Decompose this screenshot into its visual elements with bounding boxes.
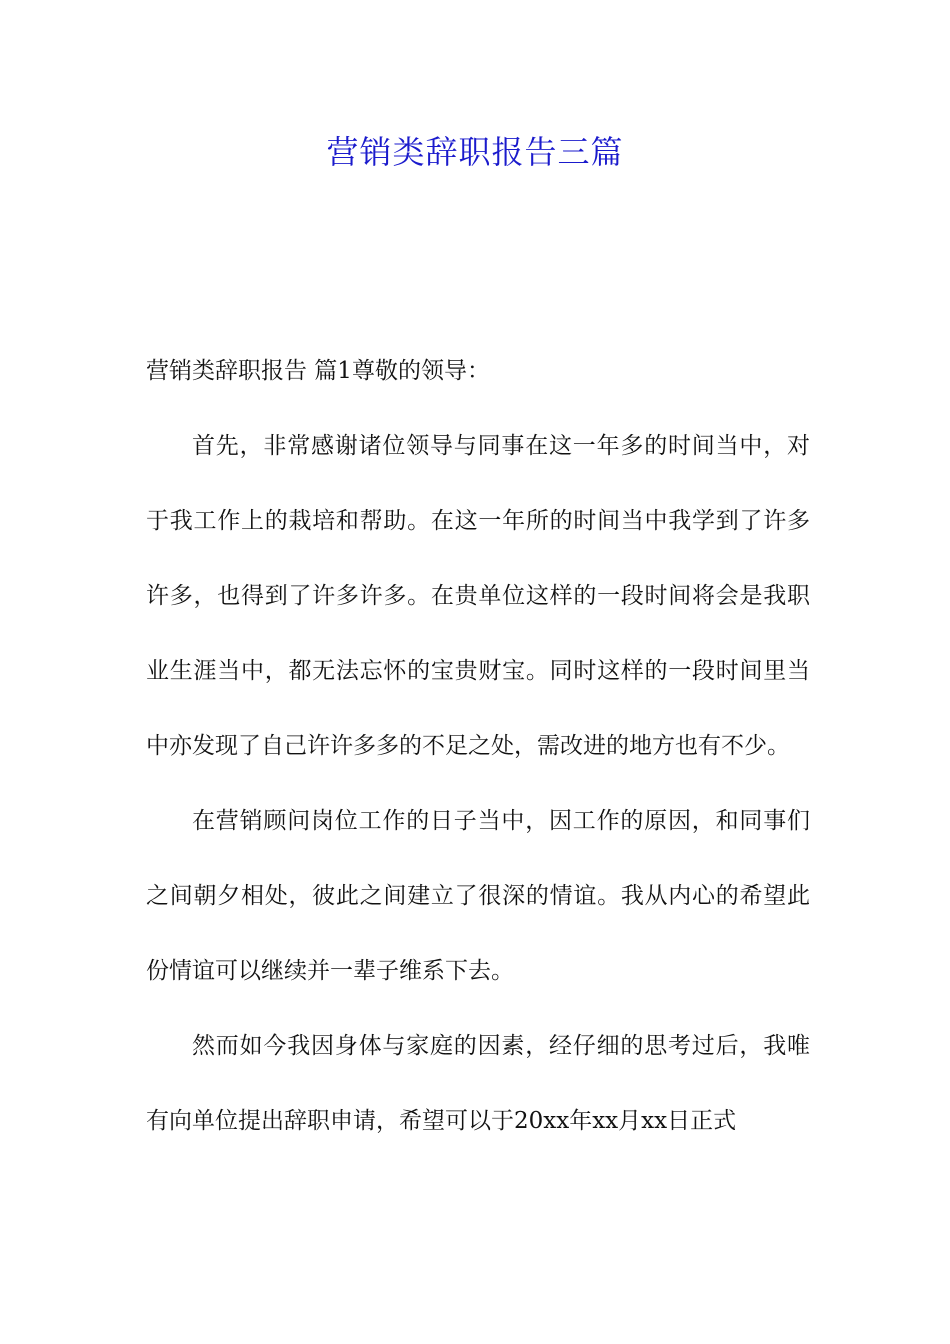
document-body — [146, 334, 810, 1159]
body-paragraph: 然而如今我因身体与家庭的因素，经仔细的思考过后，我唯有向单位提出辞职申请，希望可以于20xx年xx月xx日正式 — [146, 1033, 810, 1134]
body-paragraph: 首先，非常感谢诸位领导与同事在这一年多的时间当中，对于我工作上的栽培和帮助。在这一年所的时间当中我学到了许多许多，也得到了许多许多。在贵单位这样的一段时间将会是我职业生涯当中，都无法忘怀的宝贵财宝。同时这样的一段时间里当中亦发现了自己许许多多的不足之处，需改进的地方也有不少。 — [146, 433, 810, 759]
body-paragraph: 在营销顾问岗位工作的日子当中，因工作的原因，和同事们之间朝夕相处，彼此之间建立了很深的情谊。我从内心的希望此份情谊可以继续并一辈子维系下去。 — [146, 808, 810, 984]
document-title: 营销类辞职报告三篇 — [326, 133, 624, 171]
salutation-paragraph: 营销类辞职报告 篇1尊敬的领导： — [146, 358, 490, 384]
